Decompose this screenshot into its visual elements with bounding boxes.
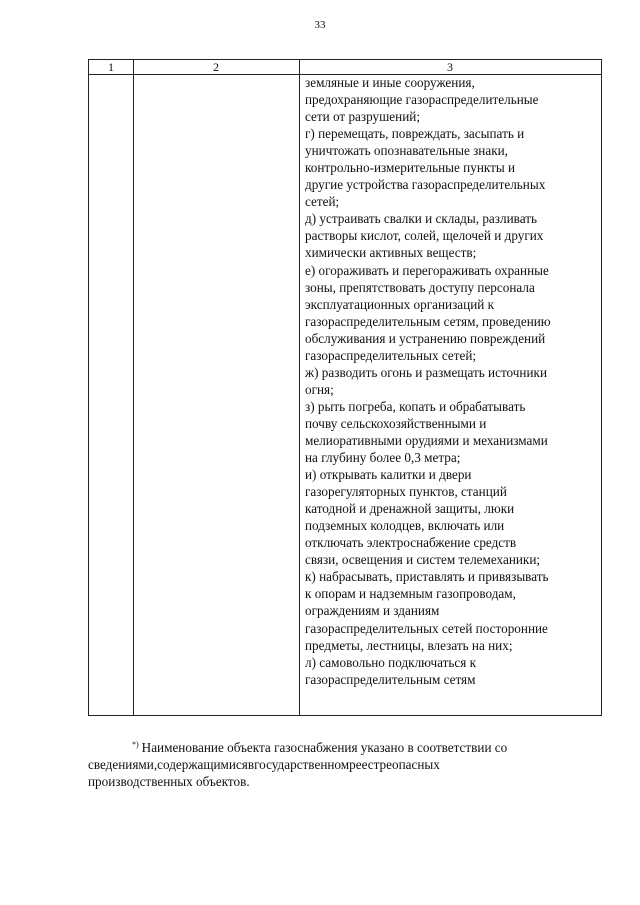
column-divider-1 [133,60,134,715]
cell-text-line: огня; [305,381,334,397]
cell-text-line: мелиоративными орудиями и механизмами [305,432,548,448]
table-header-col-1: 1 [108,60,114,74]
cell-text-line: г) перемещать, повреждать, засыпать и [305,126,525,142]
cell-text-line: газораспределительным сетям [305,671,476,687]
cell-text-line: и) открывать калитки и двери [305,467,472,483]
cell-text-line: уничтожать опознавательные знаки, [305,143,508,159]
cell-text-line: растворы кислот, солей, щелочей и других [305,228,544,244]
cell-text-line: отключать электроснабжение средств [305,535,517,551]
column-divider-2 [299,60,300,715]
cell-text-line: химически активных веществ; [305,245,477,261]
footnote [88,736,598,790]
footnote-word: реестре [349,757,392,772]
cell-text-line: газорегуляторных пунктов, станций [305,484,507,500]
cell-text-line: другие устройства газораспределительных [305,177,546,193]
footnote-word: опасных [391,757,440,772]
table-cell-col-3 [305,74,601,688]
cell-text-line: сетей; [305,194,340,210]
cell-text-line: эксплуатационных организаций к [305,296,495,312]
footnote-line-1 [88,736,598,756]
cell-text-line: к опорам и надземным газопроводам, [305,586,516,602]
footnote-marker: *) [132,740,139,749]
cell-text-line: газораспределительных сетей посторонние [305,620,548,636]
cell-text-line: почву сельскохозяйственными и [305,415,487,431]
cell-text-line: з) рыть погреба, копать и обрабатывать [305,398,526,414]
footnote-line-2 [88,756,598,773]
cell-text-line: сети от разрушений; [305,109,420,125]
footnote-word: содержащимися [157,757,248,772]
cell-text-line: подземных колодцев, включать или [305,518,505,534]
cell-text-line: обслуживания и устранению повреждений [305,330,546,346]
cell-text-line: предохраняющие газораспределительные [305,92,539,108]
footnote-word: государственном [254,757,350,772]
footnote-text-1: Наименование объекта газоснабжения указано в соответствии со [141,740,508,755]
cell-text-line: контрольно-измерительные пункты и [305,160,516,176]
table-header-col-2: 2 [213,60,219,74]
cell-text-line: катодной и дренажной защиты, люки [305,501,515,517]
cell-text-line: е) огораживать и перегораживать охранные [305,262,549,278]
footnote-line-3: производственных объектов. [88,774,250,789]
cell-text-line: к) набрасывать, приставлять и привязывать [305,569,549,585]
cell-text-line: земляные и иные сооружения, [305,75,475,90]
continuation-table [88,59,602,716]
cell-text-line: л) самовольно подключаться к [305,654,477,670]
cell-text-line: связи, освещения и систем телемеханики; [305,552,541,568]
cell-text-line: газораспределительным сетям, проведению [305,313,551,329]
cell-text-line: предметы, лестницы, влезать на них; [305,637,513,653]
footnote-word: сведениями, [88,757,158,772]
cell-text-line: газораспределительных сетей; [305,347,477,363]
cell-text-line: ж) разводить огонь и размещать источники [305,364,548,380]
page-number: 33 [314,19,326,31]
cell-text-line: ограждениям и зданиям [305,603,440,619]
cell-text-line: на глубину более 0,3 метра; [305,450,461,466]
table-header-col-3: 3 [447,60,453,74]
cell-text-line: д) устраивать свалки и склады, разливать [305,211,537,227]
footnote-word: в [247,757,255,772]
cell-text-line: зоны, препятствовать доступу персонала [305,279,535,295]
